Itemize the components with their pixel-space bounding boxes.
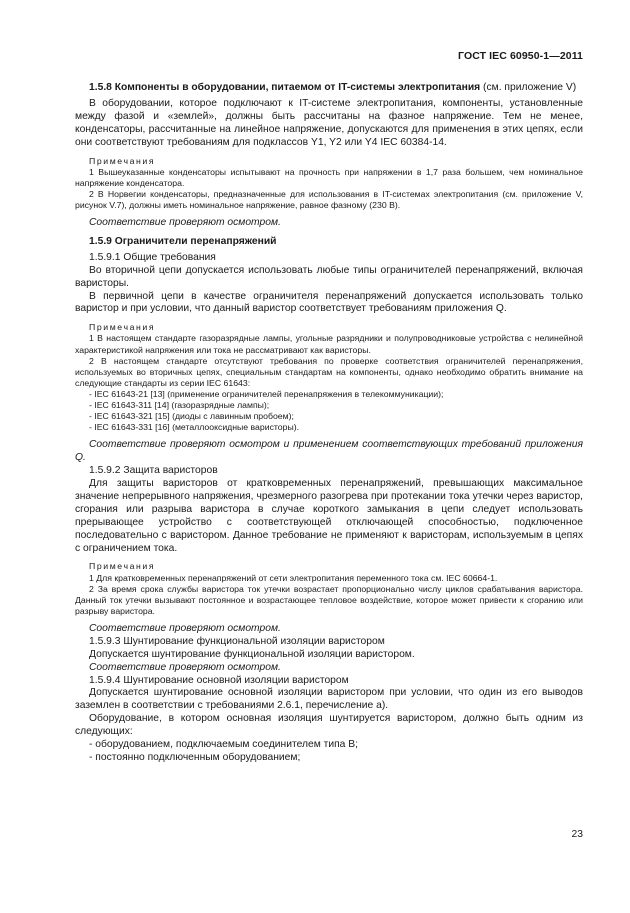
list-item: - IEC 61643-311 [14] (газоразрядные лампы); <box>89 400 270 410</box>
paragraph: Допускается шунтирование функциональной изоляции варистором. <box>89 648 415 660</box>
note: 2 За время срока службы варистора ток утечки возрастает пропорционально числу циклов срабатывания варистора. Данный ток утечки вызывают постоянное и возрастающее тепловое воздействие, которое может привести к сгоранию или разрыву варистора. <box>75 583 583 616</box>
section-title: 1.5.8 Компоненты в оборудовании, питаемом от IT-системы электропитания <box>89 82 481 93</box>
list-item: - постоянно подключенным оборудованием; <box>89 751 301 763</box>
notes-heading: Примечания <box>89 322 156 333</box>
page-number: 23 <box>571 829 583 840</box>
paragraph: Допускается шунтирование основной изоляции варистором при условии, что один из его выводов заземлен в соответствии с требованиями 2.6.1, перечисление а). <box>75 687 583 712</box>
subsection-heading: 1.5.9.1 Общие требования <box>89 251 216 263</box>
paragraph: Для защиты варисторов от кратковременных перенапряжений, превышающих максимальное значение непрерывного напряжения, чрезмерного разогрева при протекании тока утечки через варистор, сгорания или разрыва варистора в случае короткого замыкания в цепи следует использовать прерывающее устройство с соответствующей отключающей способностью, подключенное последовательно с варистором. Данное требование не применяют к варисторам, используемым в цепях с ограничением тока. <box>75 478 583 554</box>
subsection-heading: 1.5.9.2 Защита варисторов <box>89 465 218 477</box>
note: 1 Вышеуказанные конденсаторы испытывают на прочность при напряжении в 1,7 раза большем, чем номинальное напряжение конденсатора. <box>75 166 583 188</box>
list-item: - IEC 61643-321 [15] (диоды с лавинным пробоем); <box>89 411 294 422</box>
list-item: - IEC 61643-331 [16] (металлооксидные варисторы). <box>89 422 300 433</box>
note: 2 В Норвегии конденсаторы, предназначенные для использования в IT-системах электропитания (см. приложение V, рисунок V.7), должны иметь номинальное напряжение, равное фазному (230 В). <box>75 188 583 210</box>
note: 1 Для кратковременных перенапряжений от сети электропитания переменного тока см. IEC 60664-1. <box>89 572 498 583</box>
notes-heading: Примечания <box>89 561 156 572</box>
compliance-text: Соответствие проверяют осмотром. <box>89 217 281 228</box>
note: 2 В настоящем стандарте отсутствуют требования по проверке соответствия ограничителей перенапряжения, используемых во вторичных цепях, специальным стандартам на компоненты, однако необходимо обратить внимание на следующие стандарты из серии IEC 61643: <box>75 355 583 388</box>
paragraph: Оборудование, в котором основная изоляция шунтируется варистором, должно быть одним из следующих: <box>75 713 583 738</box>
compliance-text: Соответствие проверяют осмотром. <box>89 622 281 634</box>
section-title-tail: (см. приложение V) <box>480 82 577 93</box>
list-item: - IEC 61643-21 [13] (применение ограничителей перенапряжения в телекоммуникации); <box>89 388 444 399</box>
subsection-heading: 1.5.9.4 Шунтирование основной изоляции варистором <box>89 674 349 686</box>
compliance-text: Соответствие проверяют осмотром и применением соответствующих требований приложения Q. <box>75 439 583 464</box>
section-1-5-8-heading <box>75 82 583 95</box>
list-item: - оборудованием, подключаемым соединителем типа В; <box>89 739 358 751</box>
document-body <box>75 82 583 765</box>
subsection-heading: 1.5.9.3 Шунтирование функциональной изоляции варистором <box>89 635 385 647</box>
paragraph: В первичной цепи в качестве ограничителя перенапряжений допускается использовать только варистор и при условии, что данный варистор соответствует требованиям приложения Q. <box>75 290 583 315</box>
section-1-5-9-heading: 1.5.9 Ограничители перенапряжений <box>89 235 277 247</box>
paragraph: В оборудовании, которое подключают к IT-системе электропитания, компоненты, установленные между фазой и «землей», должны быть рассчитаны на фазное напряжение. Тем не менее, конденсаторы, рассчитанные на линейное напряжение, допускаются для применения в этих цепях, если они соответствуют требованиям для подклассов Y1, Y2 или Y4 IEC 60384-14. <box>75 97 583 148</box>
paragraph: Во вторичной цепи допускается использовать любые типы ограничителей перенапряжений, включая варисторы. <box>75 264 583 289</box>
note: 1 В настоящем стандарте газоразрядные лампы, угольные разрядники и полупроводниковые устройства с нелинейной характеристикой напряжения или тока не рассматривают как варисторы. <box>75 333 583 355</box>
compliance-text: Соответствие проверяют осмотром. <box>89 661 281 673</box>
standard-header: ГОСТ IEC 60950-1—2011 <box>458 50 583 62</box>
notes-heading: Примечания <box>89 155 156 166</box>
